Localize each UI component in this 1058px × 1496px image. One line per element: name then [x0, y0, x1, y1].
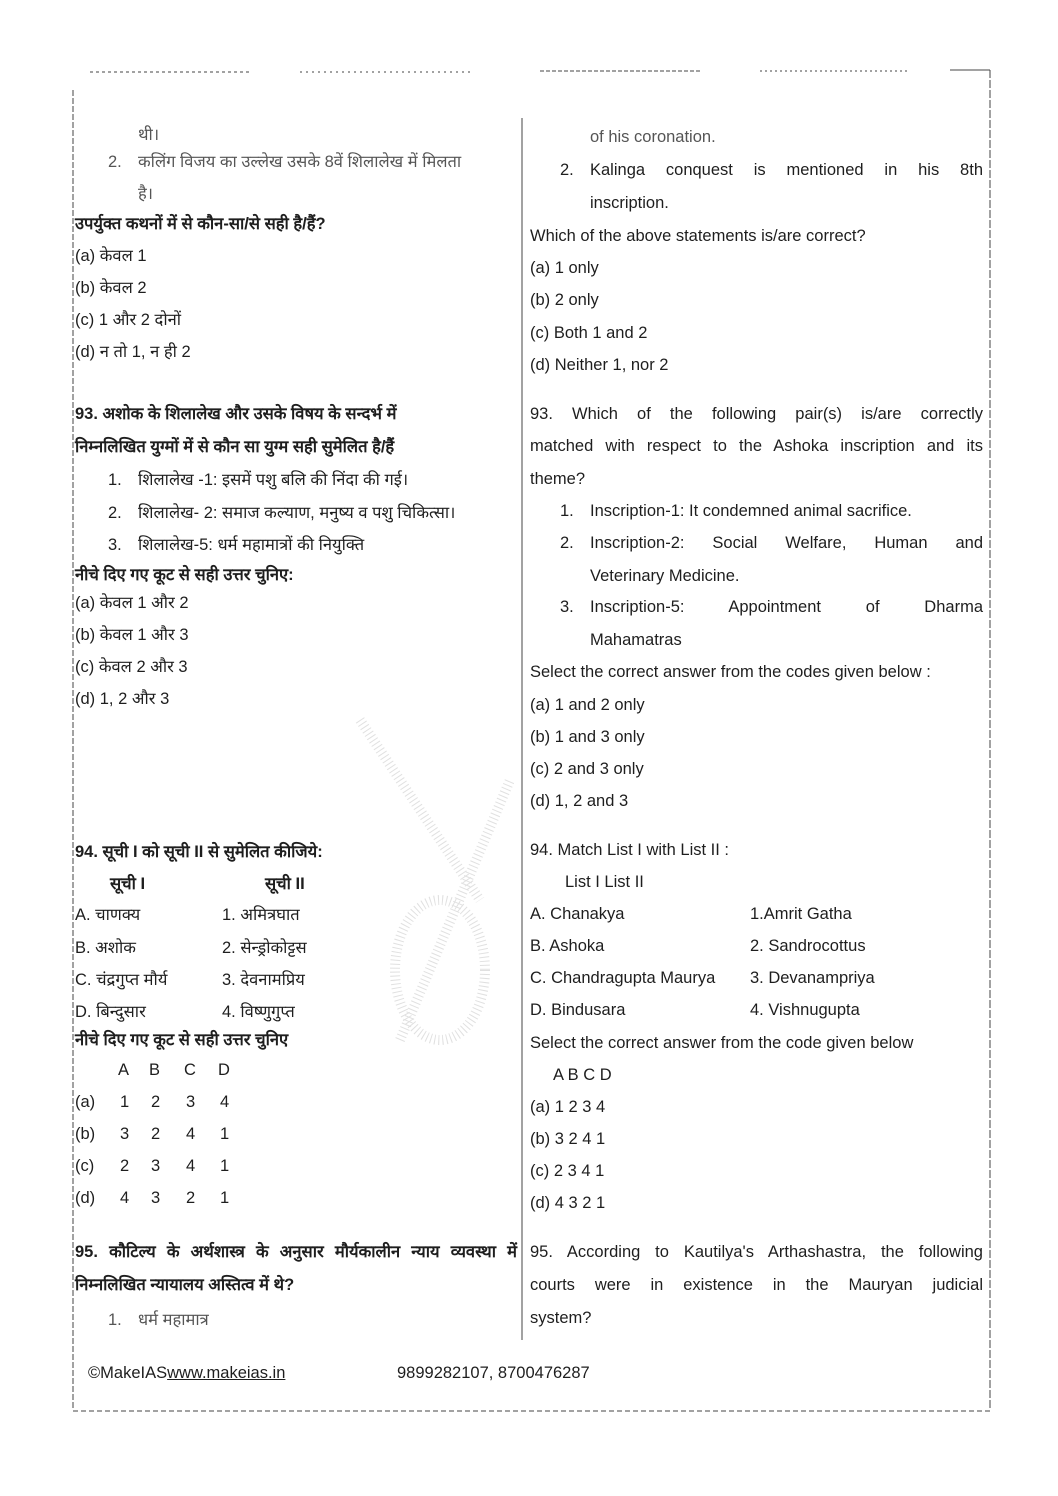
q94-hi-code-value: 1: [120, 1093, 130, 1111]
q93-en-item-number: 3.: [560, 598, 574, 616]
q94-hi-list1-item: B. अशोक: [75, 939, 136, 957]
q95-hi-item-text: धर्म महामात्र: [138, 1311, 209, 1329]
q93-en-question-end: theme?: [530, 470, 586, 488]
q94-hi-code-value: 3: [120, 1125, 130, 1143]
q94-en-code-option: (a) 1 2 3 4: [530, 1098, 606, 1116]
q93-en-question: 93. Which of the following pair(s) is/are correctly: [530, 405, 983, 423]
q92-en-option: (d) Neither 1, nor 2: [530, 356, 669, 374]
q94-hi-code-value: 2: [151, 1125, 161, 1143]
q92-en-item-number: 2.: [560, 161, 574, 179]
q92-hi-item-number: 2.: [108, 153, 122, 171]
q94-hi-code-value: 4: [120, 1189, 130, 1207]
q94-hi-code-value: 3: [151, 1189, 161, 1207]
q93-hi-option: (a) केवल 1 और 2: [75, 594, 189, 612]
q94-hi-code-header: B: [149, 1061, 161, 1079]
q92-hi-option: (b) केवल 2: [75, 279, 147, 297]
q94-hi-title: 94. सूची I को सूची II से सुमेलित कीजिये:: [75, 843, 323, 861]
q94-en-list1-item: C. Chandragupta Maurya: [530, 969, 716, 987]
q94-hi-list1-item: A. चाणक्य: [75, 906, 141, 924]
q94-en-list2-item: 4. Vishnugupta: [750, 1001, 860, 1019]
footer-website-link[interactable]: www.makeias.in: [167, 1364, 286, 1382]
q93-hi-item-text: शिलालेख- 2: समाज कल्याण, मनुष्य व पशु चिकित्सा।: [138, 504, 456, 522]
q93-en-item-cont: Mahamatras: [590, 631, 682, 649]
q93-en-item-number: 1.: [560, 502, 574, 520]
q94-en-code-header: A B C D: [553, 1066, 612, 1084]
footer-phones: 9899282107, 8700476287: [397, 1364, 590, 1382]
q93-en-prompt: Select the correct answer from the codes given below :: [530, 663, 931, 681]
q94-en-list1-item: D. Bindusara: [530, 1001, 626, 1019]
q93-en-item-text: Inscription-1: It condemned animal sacrifice.: [590, 502, 912, 520]
q94-en-list2-item: 3. Devanampriya: [750, 969, 875, 987]
q93-hi-prompt: नीचे दिए गए कूट से सही उत्तर चुनिए:: [75, 566, 294, 584]
footer-brand: ©MakeIAS: [88, 1364, 168, 1382]
q94-hi-code-value: 2: [151, 1093, 161, 1111]
q92-en-item-text: Kalinga conquest is mentioned in his 8th: [590, 161, 983, 179]
q93-en-question-cont: matched with respect to the Ashoka inscription and its: [530, 437, 983, 455]
q93-hi-item-number: 1.: [108, 471, 122, 489]
q92-hi-option: (a) केवल 1: [75, 247, 147, 265]
q92-hi-option: (d) न तो 1, न ही 2: [75, 343, 191, 361]
q92-hi-item-cont: है।: [138, 185, 154, 203]
q94-hi-code-value: 3: [151, 1157, 161, 1175]
q94-hi-code-value: 1: [220, 1157, 230, 1175]
q93-hi-option: (c) केवल 2 और 3: [75, 658, 188, 676]
q94-hi-code-label: (b): [75, 1125, 96, 1143]
q94-hi-list2-header: सूची II: [265, 875, 305, 893]
q95-hi-question: 95. कौटिल्य के अर्थशास्त्र के अनुसार मौर्यकालीन न्याय व्यवस्था में: [75, 1243, 517, 1261]
q93-en-option: (c) 2 and 3 only: [530, 760, 644, 778]
q94-hi-code-value: 4: [186, 1125, 196, 1143]
q95-hi-item-number: 1.: [108, 1311, 122, 1329]
q92-en-option: (c) Both 1 and 2: [530, 324, 648, 342]
q94-hi-code-label: (d): [75, 1189, 96, 1207]
q93-hi-question: 93. अशोक के शिलालेख और उसके विषय के सन्दर्भ में: [75, 405, 397, 423]
q94-hi-code-value: 3: [186, 1093, 196, 1111]
q93-hi-option: (b) केवल 1 और 3: [75, 626, 189, 644]
q93-hi-option: (d) 1, 2 और 3: [75, 690, 170, 708]
q95-en-question-end: system?: [530, 1309, 592, 1327]
q94-hi-code-value: 2: [186, 1189, 196, 1207]
q94-hi-code-value: 4: [220, 1093, 230, 1111]
q94-en-code-option: (d) 4 3 2 1: [530, 1194, 606, 1212]
q93-en-option: (a) 1 and 2 only: [530, 696, 645, 714]
q95-hi-question-cont: निम्नलिखित न्यायालय अस्तित्व में थे?: [75, 1276, 295, 1294]
q93-en-option: (d) 1, 2 and 3: [530, 792, 629, 810]
q94-hi-list2-item: 2. सेन्ड्रोकोट्टस: [222, 939, 307, 957]
q93-hi-item-number: 3.: [108, 536, 122, 554]
q93-en-item-text: Inscription-5: Appointment of Dharma: [590, 598, 983, 616]
q93-en-item-number: 2.: [560, 534, 574, 552]
q94-hi-list2-item: 4. विष्णुगुप्त: [222, 1003, 295, 1021]
q92-hi-prompt: उपर्युक्त कथनों में से कौन-सा/से सही है/हैं?: [75, 215, 326, 233]
q93-hi-item-text: शिलालेख -1: इसमें पशु बलि की निंदा की गई।: [138, 471, 409, 489]
q93-hi-item-number: 2.: [108, 504, 122, 522]
q94-hi-code-label: (c): [75, 1157, 95, 1175]
q94-hi-code-value: 4: [186, 1157, 196, 1175]
q92-en-cont-line: of his coronation.: [590, 128, 716, 146]
q94-hi-list1-header: सूची I: [110, 875, 146, 893]
q94-hi-list1-item: C. चंद्रगुप्त मौर्य: [75, 971, 168, 989]
q95-en-question: 95. According to Kautilya's Arthashastra, the following: [530, 1243, 983, 1261]
q94-hi-code-header: D: [218, 1061, 230, 1079]
q94-hi-code-value: 2: [120, 1157, 130, 1175]
q92-hi-option: (c) 1 और 2 दोनों: [75, 311, 182, 329]
q93-en-item-cont: Veterinary Medicine.: [590, 567, 740, 585]
q92-hi-item-text: कलिंग विजय का उल्लेख उसके 8वें शिलालेख में मिलता: [138, 153, 462, 171]
q94-hi-code-header: A: [118, 1061, 130, 1079]
q94-hi-code-value: 1: [220, 1189, 230, 1207]
q94-hi-prompt: नीचे दिए गए कूट से सही उत्तर चुनिए: [75, 1031, 289, 1049]
q92-en-option: (a) 1 only: [530, 259, 599, 277]
q93-hi-item-text: शिलालेख-5: धर्म महामात्रों की नियुक्ति: [138, 536, 365, 554]
q93-en-option: (b) 1 and 3 only: [530, 728, 645, 746]
q94-en-list1-item: B. Ashoka: [530, 937, 605, 955]
q92-en-prompt: Which of the above statements is/are correct?: [530, 227, 866, 245]
q94-hi-list2-item: 1. अमित्रघात: [222, 906, 300, 924]
q95-en-question-cont: courts were in existence in the Mauryan judicial: [530, 1276, 983, 1294]
q94-en-code-option: (b) 3 2 4 1: [530, 1130, 606, 1148]
q94-en-prompt: Select the correct answer from the code given below: [530, 1034, 914, 1052]
q94-en-list2-item: 1.Amrit Gatha: [750, 905, 852, 923]
q92-en-item-cont: inscription.: [590, 194, 669, 212]
q94-en-list2-item: 2. Sandrocottus: [750, 937, 866, 955]
q93-hi-question-cont: निम्नलिखित युग्मों में से कौन सा युग्म सही सुमेलित है/हैं: [75, 438, 395, 456]
q93-en-item-text: Inscription-2: Social Welfare, Human and: [590, 534, 983, 552]
q94-hi-code-label: (a): [75, 1093, 96, 1111]
q92-en-option: (b) 2 only: [530, 291, 599, 309]
q94-en-list-header: List I List II: [565, 873, 644, 891]
q92-hi-cont-line: थी।: [138, 126, 160, 144]
q94-en-code-option: (c) 2 3 4 1: [530, 1162, 605, 1180]
q94-hi-list1-item: D. बिन्दुसार: [75, 1003, 146, 1021]
q94-en-list1-item: A. Chanakya: [530, 905, 625, 923]
footer-brand-line: [88, 1362, 285, 1384]
q94-hi-code-header: C: [184, 1061, 196, 1079]
q94-hi-code-value: 1: [220, 1125, 230, 1143]
q94-hi-list2-item: 3. देवनामप्रिय: [222, 971, 305, 989]
q94-en-title: 94. Match List I with List II :: [530, 841, 729, 859]
